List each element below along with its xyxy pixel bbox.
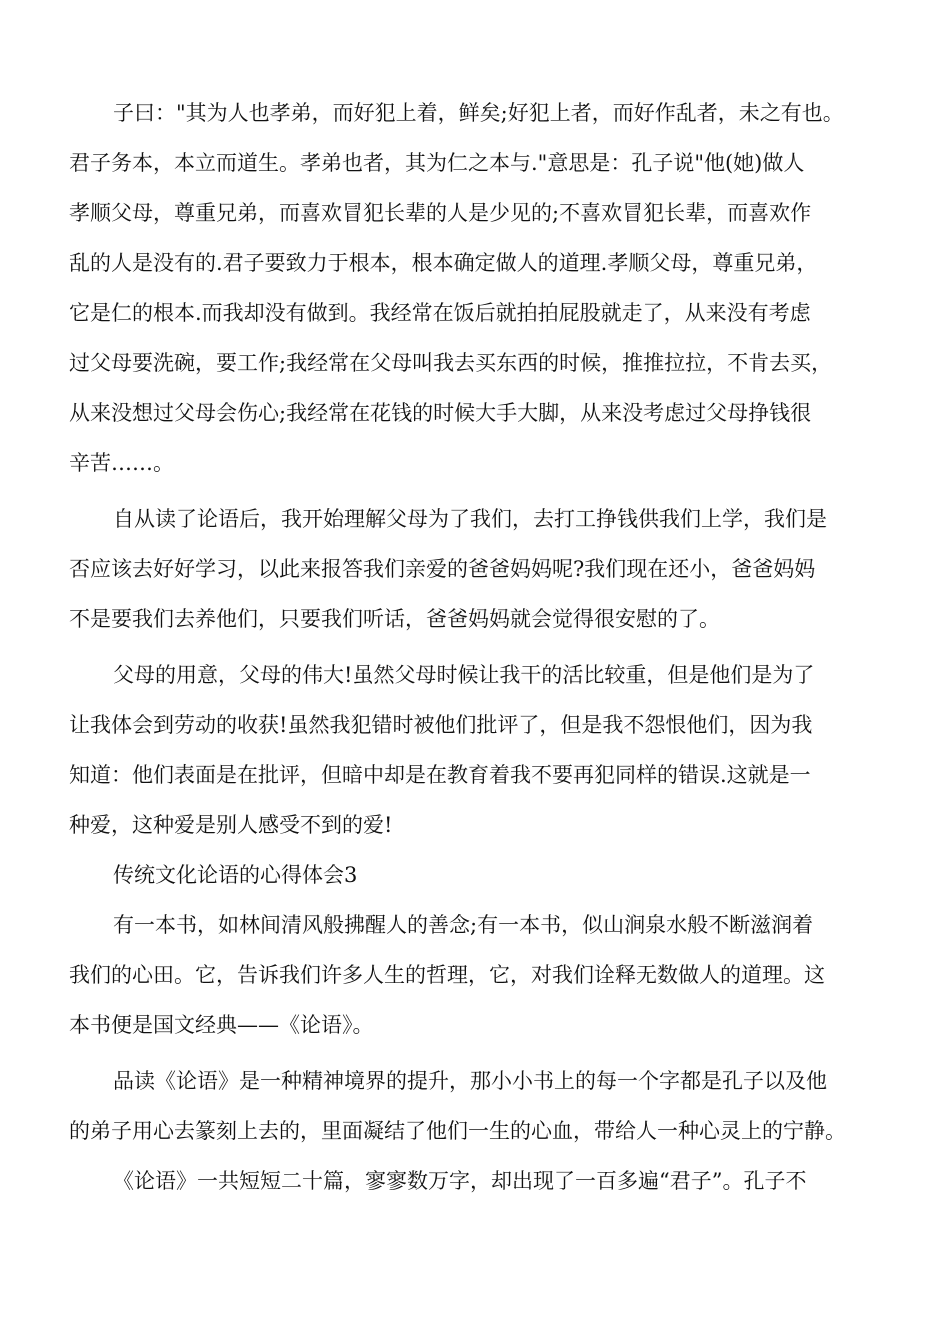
heading-text: 传统文化论语的心得体会3 — [113, 863, 358, 887]
text-line: 我们的心田。它，告诉我们许多人生的哲理，它，对我们诠释无数做人的道理。这 — [69, 963, 825, 987]
section-heading — [69, 850, 889, 900]
text-line: 的弟子用心去篆刻上去的，里面凝结了他们一生的心血，带给人一种心灵上的宁静。 — [69, 1119, 846, 1143]
text-line: 父母的用意，父母的伟大!虽然父母时候让我干的活比较重，但是他们是为了 — [113, 663, 815, 687]
text-line: 《论语》一共短短二十篇，寥寥数万字，却出现了一百多遍“君子”。孔子不 — [113, 1169, 807, 1193]
text-line: 君子务本，本立而道生。孝弟也者，其为仁之本与."意思是：孔子说"他(她)做人 — [69, 151, 805, 175]
text-line: 让我体会到劳动的收获!虽然我犯错时被他们批评了，但是我不怨恨他们，因为我 — [69, 713, 813, 737]
paragraph-2 — [69, 494, 889, 644]
text-line: 从来没想过父母会伤心;我经常在花钱的时候大手大脚，从来没考虑过父母挣钱很 — [69, 401, 812, 425]
text-line: 有一本书，如林间清风般拂醒人的善念;有一本书，似山涧泉水般不断滋润着 — [113, 913, 814, 937]
document-body — [69, 88, 889, 1206]
text-line: 种爱，这种爱是别人感受不到的爱! — [69, 813, 393, 837]
text-line: 子曰："其为人也孝弟，而好犯上着，鲜矣;好犯上者，而好作乱者，未之有也。 — [113, 101, 844, 125]
text-line: 乱的人是没有的.君子要致力于根本，根本确定做人的道理.孝顺父母，尊重兄弟， — [69, 251, 818, 275]
paragraph-4 — [69, 900, 889, 1050]
paragraph-6 — [69, 1156, 889, 1206]
text-line: 孝顺父母，尊重兄弟，而喜欢冒犯长辈的人是少见的;不喜欢冒犯长辈，而喜欢作 — [69, 201, 812, 225]
text-line: 知道：他们表面是在批评，但暗中却是在教育着我不要再犯同样的错误.这就是一 — [69, 763, 811, 787]
text-line: 自从读了论语后，我开始理解父母为了我们，去打工挣钱供我们上学，我们是 — [113, 507, 827, 531]
text-line: 过父母要洗碗，要工作;我经常在父母叫我去买东西的时候，推推拉拉，不肯去买， — [69, 351, 833, 375]
text-line: 品读《论语》是一种精神境界的提升，那小小书上的每一个字都是孔子以及他 — [113, 1069, 827, 1093]
text-line: 本书便是国文经典——《论语》。 — [69, 1013, 374, 1037]
text-line: 否应该去好好学习，以此来报答我们亲爱的爸爸妈妈呢?我们现在还小，爸爸妈妈 — [69, 557, 816, 581]
text-line: 辛苦……。 — [69, 451, 174, 475]
paragraph-5 — [69, 1056, 889, 1156]
text-line: 不是要我们去养他们，只要我们听话，爸爸妈妈就会觉得很安慰的了。 — [69, 607, 720, 631]
paragraph-3 — [69, 650, 889, 850]
text-line: 它是仁的根本.而我却没有做到。我经常在饭后就拍拍屁股就走了，从来没有考虑 — [69, 301, 811, 325]
paragraph-1 — [69, 88, 889, 488]
